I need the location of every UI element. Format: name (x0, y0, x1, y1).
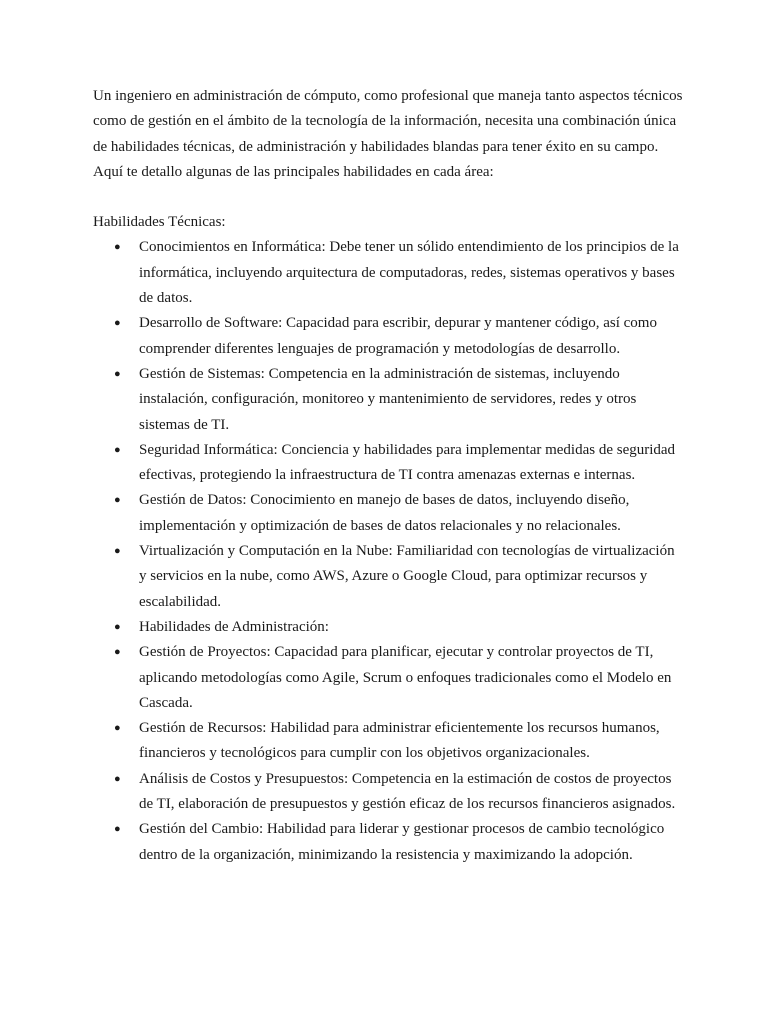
list-item-text: Gestión de Proyectos: Capacidad para planificar, ejecutar y controlar proyectos de TI, aplicando metodologías como Agile, Scrum o enfoques tradicionales como el Modelo en Cascada. (139, 644, 672, 711)
bullet-icon: ● (114, 722, 121, 735)
list-item-text: Seguridad Informática: Conciencia y habilidades para implementar medidas de seguridad efectivas, protegiendo la infraestructura de TI contra amenazas externas e internas. (139, 441, 676, 484)
list-item (93, 311, 683, 362)
bullet-icon: ● (114, 241, 121, 254)
list-item (93, 767, 683, 818)
intro-paragraph: Un ingeniero en administración de cómputo, como profesional que maneja tanto aspectos técnicos como de gestión en el ámbito de la tecnología de la información, necesita una combinación única de habilidades técnicas, de administración y habilidades blandas para tener éxito en su campo. Aquí te detallo algunas de las principales habilidades en cada área: (93, 88, 683, 180)
list-item-text: Gestión de Sistemas: Competencia en la administración de sistemas, incluyendo instalación, configuración, monitoreo y mantenimiento de servidores, redes y otros sistemas de TI. (139, 365, 637, 433)
list-item-text: Gestión de Datos: Conocimiento en manejo de bases de datos, incluyendo diseño, implementación y optimización de bases de datos relacionales y no relacionales. (139, 492, 630, 534)
document-body (93, 84, 683, 868)
list-item (93, 235, 683, 311)
bullet-icon: ● (114, 317, 121, 330)
list-item-text: Habilidades de Administración: (139, 618, 329, 635)
list-item (93, 640, 683, 716)
list-item-text: Conocimientos en Informática: Debe tener un sólido entendimiento de los principios de la informática, incluyendo arquitectura de computadoras, redes, sistemas operativos y bases de datos. (139, 239, 679, 307)
bullet-icon: ● (114, 494, 121, 507)
list-item-text: Análisis de Costos y Presupuestos: Competencia en la estimación de costos de proyectos de TI, elaboración de presupuestos y gestión eficaz de los recursos financieros asignados. (139, 770, 676, 813)
bullet-icon: ● (114, 772, 121, 785)
section-heading-technical-skills: Habilidades Técnicas: (93, 214, 226, 231)
list-item (93, 488, 683, 539)
list-item-text: Gestión de Recursos: Habilidad para administrar eficientemente los recursos humanos, financieros y tecnológicos para cumplir con los objetivos organizacionales. (139, 720, 660, 762)
list-item (93, 817, 683, 868)
list-item-text: Desarrollo de Software: Capacidad para escribir, depurar y mantener código, así como comprender diferentes lenguajes de programación y metodologías de desarrollo. (139, 315, 657, 357)
skills-bullet-list (93, 235, 683, 867)
bullet-icon: ● (114, 823, 121, 836)
bullet-icon: ● (114, 367, 121, 380)
list-item-text: Virtualización y Computación en la Nube: Familiaridad con tecnologías de virtualización y servicios en la nube, como AWS, Azure o Google Cloud, para optimizar recursos y escalabilidad. (139, 543, 675, 610)
list-item (93, 539, 683, 615)
bullet-icon: ● (114, 646, 121, 659)
list-item (93, 615, 683, 640)
bullet-icon: ● (114, 545, 121, 558)
list-item (93, 716, 683, 767)
bullet-icon: ● (114, 620, 121, 633)
bullet-icon: ● (114, 443, 121, 456)
list-item (93, 438, 683, 489)
list-item-text: Gestión del Cambio: Habilidad para liderar y gestionar procesos de cambio tecnológico dentro de la organización, minimizando la resistencia y maximizando la adopción. (139, 821, 665, 863)
list-item (93, 362, 683, 438)
